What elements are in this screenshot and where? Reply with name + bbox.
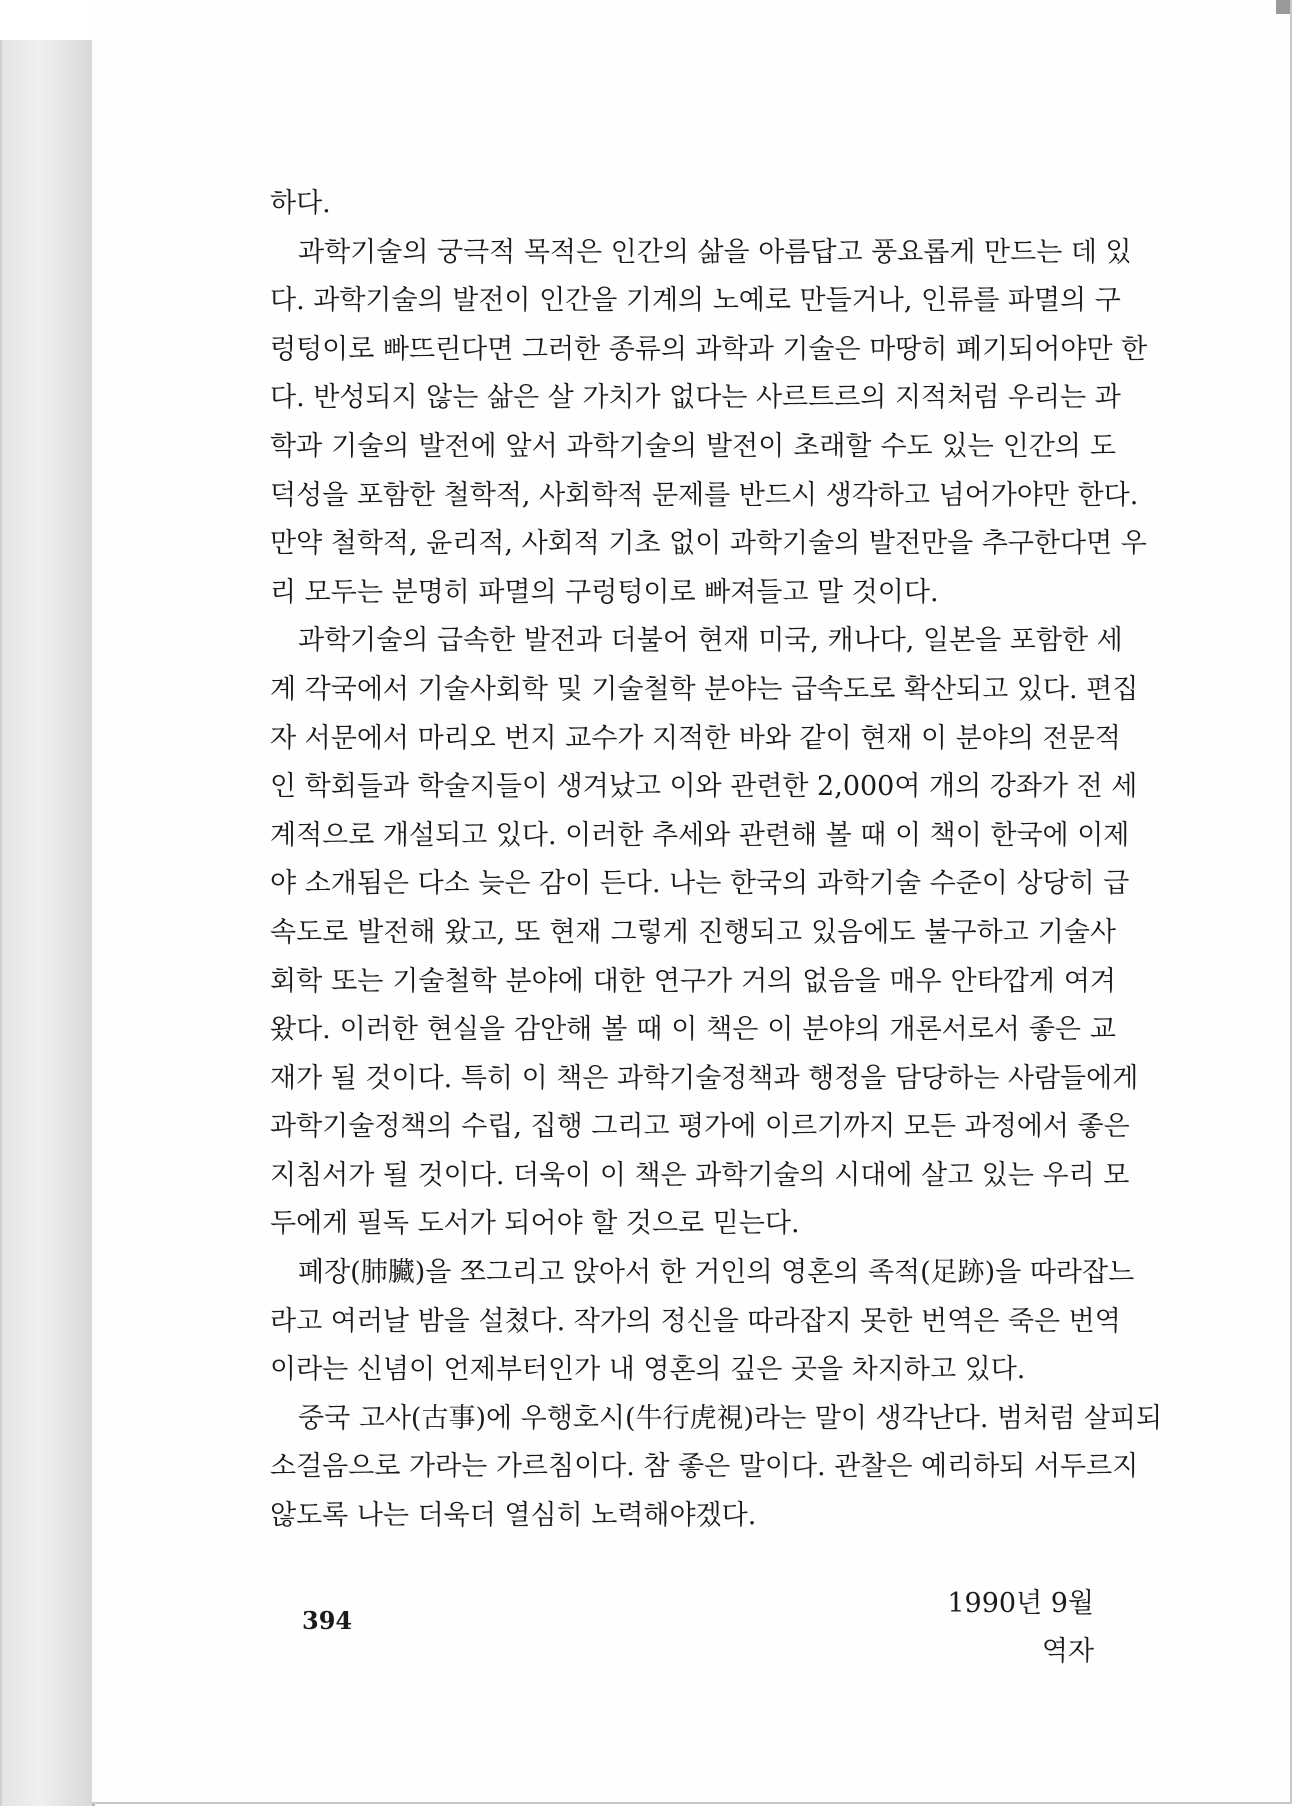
text-line: 왔다. 이러한 현실을 감안해 볼 때 이 책은 이 분야의 개론서로서 좋은 교	[270, 1014, 1116, 1046]
text-line: 계적으로 개설되고 있다. 이러한 추세와 관련해 볼 때 이 책이 한국에 이제	[270, 819, 1130, 851]
paragraph-purpose-of-technology	[270, 229, 1148, 618]
paragraph-translator-effort	[270, 1249, 1135, 1395]
text-line: 야 소개됨은 다소 늦은 감이 든다. 나는 한국의 과학기술 수준이 상당히 급	[270, 868, 1130, 900]
text-line: 과학기술의 궁극적 목적은 인간의 삶을 아름답고 풍요롭게 만드는 데 있	[298, 236, 1132, 268]
text-line: 않도록 나는 더욱더 열심히 노력해야겠다.	[270, 1500, 757, 1532]
text-line: 과학기술의 급속한 발전과 더불어 현재 미국, 캐나다, 일본을 포함한 세	[298, 625, 1123, 657]
text-line: 폐장(肺臟)을 쪼그리고 앉아서 한 거인의 영혼의 족적(足跡)을 따라잡느	[298, 1257, 1135, 1289]
body-text	[270, 180, 1163, 1541]
text-line: 두에게 필독 도서가 되어야 할 것으로 믿는다.	[270, 1208, 800, 1240]
text-line: 회학 또는 기술철학 분야에 대한 연구가 거의 없음을 매우 안타깝게 여겨	[270, 965, 1116, 997]
text-line: 덕성을 포함한 철학적, 사회학적 문제를 반드시 생각하고 넘어가야만 한다.	[270, 479, 1139, 511]
paragraph-continuation	[270, 180, 1116, 229]
text-line: 속도로 발전해 왔고, 또 현재 그렇게 진행되고 있음에도 불구하고 기술사	[270, 916, 1116, 948]
signoff-author: 역자	[1041, 1636, 1094, 1667]
text-line: 재가 될 것이다. 특히 이 책은 과학기술정책과 행정을 담당하는 사람들에게	[270, 1062, 1139, 1094]
signoff-date: 1990년 9월	[947, 1588, 1094, 1619]
text-line: 다. 과학기술의 발전이 인간을 기계의 노예로 만들거나, 인류를 파멸의 구	[270, 285, 1121, 317]
book-spine-edge	[0, 40, 94, 1806]
text-line: 인 학회들과 학술지들이 생겨났고 이와 관련한 2,000여 개의 강좌가 전 세	[270, 771, 1138, 803]
text-line: 학과 기술의 발전에 앞서 과학기술의 발전이 초래할 수도 있는 인간의 도	[270, 430, 1116, 462]
paragraph-field-growth	[270, 617, 1139, 1249]
text-line: 렁텅이로 빠뜨린다면 그러한 종류의 과학과 기술은 마땅히 폐기되어야만 한	[270, 333, 1148, 365]
text-line: 소걸음으로 가라는 가르침이다. 참 좋은 말이다. 관찰은 예리하되 서두르지	[270, 1451, 1139, 1483]
text-line: 리 모두는 분명히 파멸의 구렁텅이로 빠져들고 말 것이다.	[270, 576, 939, 608]
page-corner-mark	[1276, 0, 1290, 14]
text-line: 이라는 신념이 언제부터인가 내 영혼의 깊은 곳을 차지하고 있다.	[270, 1354, 1026, 1386]
text-line: 계 각국에서 기술사회학 및 기술철학 분야는 급속도로 확산되고 있다. 편집	[270, 673, 1139, 705]
page-number: 394	[302, 1606, 353, 1635]
text-line: 라고 여러날 밤을 설쳤다. 작가의 정신을 따라잡지 못한 번역은 죽은 번역	[270, 1305, 1121, 1337]
signoff	[947, 1580, 1094, 1676]
text-line: 만약 철학적, 윤리적, 사회적 기초 없이 과학기술의 발전만을 추구한다면 우	[270, 528, 1147, 560]
text-line: 지침서가 될 것이다. 더욱이 이 책은 과학기술의 시대에 살고 있는 우리 모	[270, 1159, 1130, 1191]
text-line: 중국 고사(古事)에 우행호시(牛行虎視)라는 말이 생각난다. 범처럼 살피되	[298, 1402, 1163, 1434]
text-line: 자 서문에서 마리오 번지 교수가 지적한 바와 같이 현재 이 분야의 전문적	[270, 722, 1121, 754]
text-line: 다. 반성되지 않는 삶은 살 가치가 없다는 사르트르의 지적처럼 우리는 과	[270, 382, 1121, 414]
text-line: 하다.	[270, 188, 331, 219]
paragraph-proverb	[270, 1395, 1163, 1541]
text-line: 과학기술정책의 수립, 집행 그리고 평가에 이르기까지 모든 과정에서 좋은	[270, 1111, 1130, 1143]
